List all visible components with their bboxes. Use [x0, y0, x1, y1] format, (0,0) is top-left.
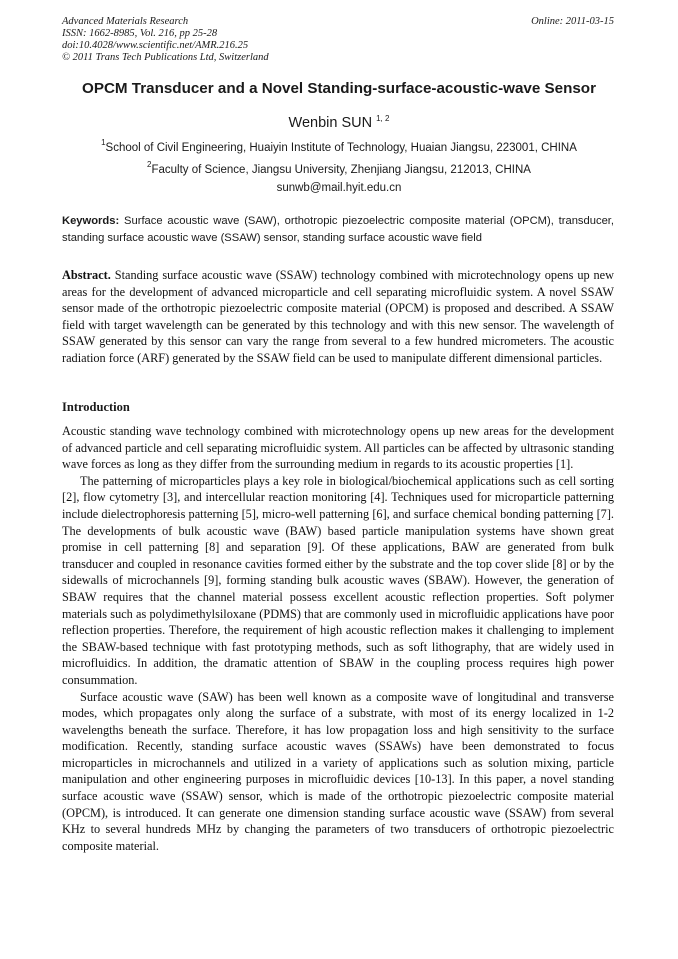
online-date: Online: 2011-03-15	[531, 16, 614, 27]
author-line	[30, 114, 648, 131]
author-affiliation-marks: 1, 2	[376, 114, 390, 123]
doi-line: doi:10.4028/www.scientific.net/AMR.216.25	[62, 40, 249, 51]
affiliation-1-mark: 1	[101, 138, 106, 147]
abstract	[62, 267, 614, 367]
journal-header	[62, 16, 269, 64]
abstract-label: Abstract.	[62, 268, 111, 282]
keywords	[62, 213, 614, 247]
intro-paragraph-1: Acoustic standing wave technology combined with microtechnology opens up new areas for the development of advanced particle and cell separating microfluidic system. All particles can be affected by ultrasonic standing wave forces as long as they differ from the surrounding medium in regards to its acoustic properties [1].	[62, 424, 614, 472]
affiliation-2-mark: 2	[147, 160, 152, 169]
author-email[interactable]: sunwb@mail.hyit.edu.cn	[276, 182, 402, 194]
author-name: Wenbin SUN	[288, 115, 373, 131]
affiliation-2	[30, 160, 648, 176]
introduction-body	[62, 423, 614, 854]
introduction-heading: Introduction	[62, 400, 130, 414]
affiliation-2-text: Faculty of Science, Jiangsu University, Zhenjiang Jiangsu, 212013, CHINA	[151, 164, 531, 176]
paper-title: OPCM Transducer and a Novel Standing-surface-acoustic-wave Sensor	[82, 80, 596, 97]
intro-paragraph-2: The patterning of microparticles plays a key role in biological/biochemical applications such as cell sorting [2], flow cytometry [3], and intercellular reaction monitoring [4]. Techniques used for microparticle patterning include dielectrophoresis patterning [5], micro-well patterning [6], and surface chemical bonding patterning [7]. The developments of bulk acoustic wave (BAW) based particle manipulation systems have shown great promise in cell patterning [8] and separation [9]. Of these applications, BAW are generated from bulk transducer and coupled in resonance cavities formed either by the substrate and the top cover slide [8] or by the sidewalls of microchannels [9], forming standing bulk acoustic waves (SBAW). However, the generation of SBAW requires that the channel material possess excellent acoustic reflection properties. Soft polymer materials such as polydimethylsiloxane (PDMS) that are commonly used in microfluidic applications have poor reflection properties. Therefore, the requirement of high acoustic reflection makes it challenging to implement the SBAW-based technique with fast prototyping methods, such as soft lithography, that are widely used in microfluidics. In addition, the dramatic attention of SBAW in the coupling process requires high power consummation.	[62, 473, 614, 687]
copyright-line: © 2011 Trans Tech Publications Ltd, Switzerland	[62, 52, 269, 63]
journal-name: Advanced Materials Research	[62, 16, 189, 27]
keywords-label: Keywords:	[62, 215, 120, 227]
affiliation-1	[30, 138, 648, 154]
keywords-text: Surface acoustic wave (SAW), orthotropic piezoelectric composite material (OPCM), transducer, standing surface acoustic wave (SSAW) sensor, standing surface acoustic wave field	[62, 215, 615, 244]
intro-paragraph-3: Surface acoustic wave (SAW) has been well known as a composite wave of longitudinal and transverse modes, which propagates only along the surface of a substrate, with most of its energy localized in 1-2 wavelengths beneath the surface. Therefore, it has low propagation loss and high sensitivity to the surface modification. Recently, standing surface acoustic waves (SSAWs) have been demonstrated to focus microparticles in microchannels and utilized in a variety of applications such as solution mixing, particle manipulation and other engineering purposes in microfluidic devices [10-13]. In this paper, a novel standing surface acoustic wave (SSAW) sensor, which is made of the orthotropic piezoelectric composite material (OPCM), is introduced. It can generate one dimension standing surface acoustic wave (SSAW) from several KHz to several hundreds MHz by changing the parameters of two transducers of orthotropic piezoelectric composite material.	[62, 689, 614, 853]
affiliation-1-text: School of Civil Engineering, Huaiyin Institute of Technology, Huaian Jiangsu, 223001, CHINA	[105, 142, 577, 154]
abstract-text: Standing surface acoustic wave (SSAW) technology combined with microtechnology opens up new areas for the development of advanced microparticle and cell separating microfluidic system. A novel SSAW sensor made of the orthotropic piezoelectric composite material (OPCM) is proposed and described. A SSAW field with target wavelength can be generated by this technology and with this new sensor. The wavelength of SSAW generated by this sensor can vary the range from several to a few hundred micrometers. The acoustic radiation force (ARF) generated by the SSAW field can be used to manipulate different dimensional particles.	[62, 268, 614, 365]
issn-line: ISSN: 1662-8985, Vol. 216, pp 25-28	[62, 28, 218, 39]
